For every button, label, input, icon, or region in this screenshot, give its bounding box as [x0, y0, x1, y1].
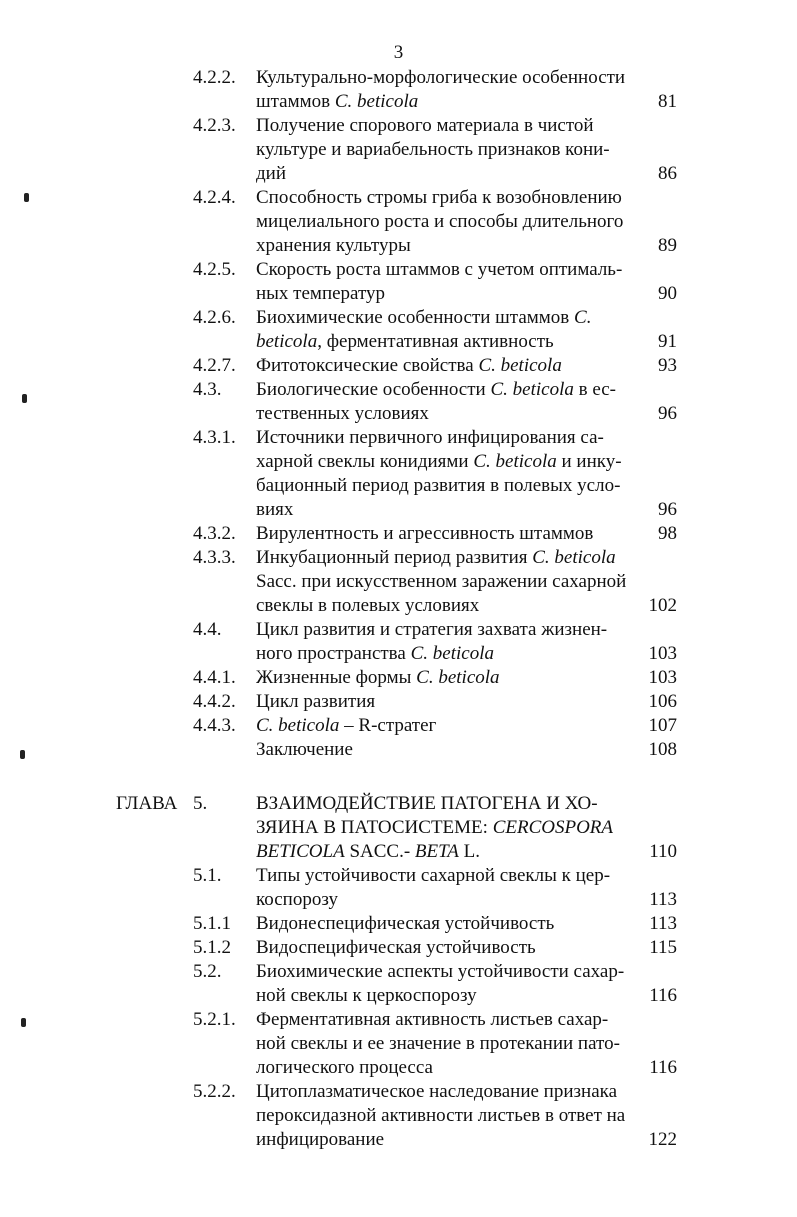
- entry-title-line: логического процесса: [256, 1057, 433, 1078]
- entry-title-line: Биохимические особенности штаммов C.: [256, 307, 592, 328]
- entry-number: 5.1.1: [193, 913, 231, 934]
- entry-title-line: ЗЯИНА В ПАТОСИСТЕМЕ: CERCOSPORA: [256, 817, 614, 838]
- toc-entry: [0, 378, 797, 426]
- entry-title: [256, 522, 628, 546]
- entry-title: [256, 1080, 628, 1152]
- table-of-contents: [0, 66, 797, 1152]
- entry-number: 4.4.: [193, 619, 222, 640]
- toc-entry: [0, 114, 797, 186]
- entry-title-line: Фитотоксические свойства C. beticola: [256, 355, 562, 376]
- entry-page: 91: [658, 331, 677, 352]
- chapter-label: ГЛАВА: [116, 793, 178, 814]
- entry-title-line: Заключение: [256, 739, 353, 760]
- entry-title: [256, 114, 628, 186]
- entry-title: [256, 666, 628, 690]
- entry-number: 5.2.1.: [193, 1009, 236, 1030]
- entry-title-line: Цикл развития и стратегия захвата жизнен-: [256, 619, 608, 640]
- entry-title-line: ной свеклы и ее значение в протекании пато-: [256, 1033, 620, 1054]
- entry-number: 5.2.2.: [193, 1081, 236, 1102]
- entry-title: [256, 618, 628, 666]
- entry-title-line: Получение спорового материала в чистой: [256, 115, 594, 136]
- entry-page: 110: [649, 841, 677, 862]
- toc-entry: [0, 666, 797, 690]
- entry-title-line: Биохимические аспекты устойчивости сахар-: [256, 961, 625, 982]
- entry-title: [256, 738, 628, 762]
- entry-title-line: хранения культуры: [256, 235, 411, 256]
- entry-number: 4.4.2.: [193, 691, 236, 712]
- entry-title-line: бационный период развития в полевых усло-: [256, 475, 621, 496]
- entry-title-line: мицелиального роста и способы длительного: [256, 211, 624, 232]
- entry-title-line: Видоспецифическая устойчивость: [256, 937, 536, 958]
- entry-number: 5.1.2: [193, 937, 231, 958]
- entry-title-line: свеклы в полевых условиях: [256, 595, 480, 616]
- entry-title-line: Жизненные формы C. beticola: [256, 667, 500, 688]
- entry-page: 113: [649, 889, 677, 910]
- entry-title-line: Типы устойчивости сахарной свеклы к цер-: [256, 865, 611, 886]
- entry-title-line: коспорозу: [256, 889, 338, 910]
- entry-number: 5.1.: [193, 865, 222, 886]
- toc-entry: [0, 912, 797, 936]
- entry-page: 103: [648, 667, 677, 688]
- toc-entry: [0, 1080, 797, 1152]
- entry-title-line: ной свеклы к церкоспорозу: [256, 985, 477, 1006]
- entry-page: 115: [649, 937, 677, 958]
- toc-entry: [0, 306, 797, 354]
- entry-title-line: дий: [256, 163, 287, 184]
- entry-title: [256, 186, 628, 258]
- entry-title-line: виях: [256, 499, 294, 520]
- toc-entry: [0, 426, 797, 522]
- entry-number: 4.2.7.: [193, 355, 236, 376]
- entry-number: 4.4.1.: [193, 667, 236, 688]
- entry-title-line: Цикл развития: [256, 691, 376, 712]
- entry-number: 4.4.3.: [193, 715, 236, 736]
- scan-mark: [24, 193, 29, 202]
- entry-title: [256, 354, 628, 378]
- toc-entry: [0, 936, 797, 960]
- scan-mark: [20, 750, 25, 759]
- entry-page: 96: [658, 499, 677, 520]
- entry-title-line: Sacc. при искусственном заражении сахарной: [256, 571, 627, 592]
- entry-page: 108: [648, 739, 677, 760]
- entry-title: [256, 1008, 628, 1080]
- entry-title-line: инфицирование: [256, 1129, 385, 1150]
- toc-entry: [0, 186, 797, 258]
- entry-title: [256, 714, 628, 738]
- entry-page: 86: [658, 163, 677, 184]
- entry-title: [256, 792, 628, 864]
- entry-page: 89: [658, 235, 677, 256]
- entry-page: 116: [649, 985, 677, 1006]
- toc-entry: [0, 66, 797, 114]
- entry-title-line: Культурально-морфологические особенности: [256, 67, 626, 88]
- entry-title-line: Инкубационный период развития C. beticola: [256, 547, 616, 568]
- entry-title-line: штаммов C. beticola: [256, 91, 419, 112]
- page-number: 3: [393, 42, 404, 63]
- entry-title-line: ВЗАИМОДЕЙСТВИЕ ПАТОГЕНА И ХО-: [256, 793, 598, 814]
- entry-page: 90: [658, 283, 677, 304]
- entry-page: 122: [648, 1129, 677, 1150]
- entry-title-line: Ферментативная активность листьев сахар-: [256, 1009, 609, 1030]
- entry-title: [256, 426, 628, 522]
- entry-number: 4.2.2.: [193, 67, 236, 88]
- scan-mark: [22, 394, 27, 403]
- entry-number: 4.3.: [193, 379, 222, 400]
- entry-title-line: тественных условиях: [256, 403, 429, 424]
- entry-number: 4.2.5.: [193, 259, 236, 280]
- entry-number: 4.3.1.: [193, 427, 236, 448]
- toc-entry: [0, 864, 797, 912]
- entry-page: 103: [648, 643, 677, 664]
- entry-title-line: Способность стромы гриба к возобновлению: [256, 187, 622, 208]
- entry-title-line: Скорость роста штаммов с учетом оптималь-: [256, 259, 623, 280]
- entry-title-line: пероксидазной активности листьев в ответ на: [256, 1105, 626, 1126]
- entry-number: 4.2.4.: [193, 187, 236, 208]
- entry-title: [256, 912, 628, 936]
- entry-title-line: beticola, ферментативная активность: [256, 331, 554, 352]
- entry-title-line: C. beticola – R-стратег: [256, 715, 437, 736]
- entry-title: [256, 690, 628, 714]
- toc-entry: [0, 690, 797, 714]
- toc-entry: [0, 960, 797, 1008]
- entry-page: 106: [648, 691, 677, 712]
- entry-title: [256, 936, 628, 960]
- entry-number: 4.2.6.: [193, 307, 236, 328]
- entry-page: 81: [658, 91, 677, 112]
- entry-title: [256, 378, 628, 426]
- entry-title-line: ных температур: [256, 283, 386, 304]
- entry-title-line: Цитоплазматическое наследование признака: [256, 1081, 617, 1102]
- entry-title: [256, 546, 628, 618]
- toc-entry: [0, 738, 797, 762]
- entry-title-line: ного пространства C. beticola: [256, 643, 494, 664]
- scan-mark: [21, 1018, 26, 1027]
- toc-entry: [0, 546, 797, 618]
- entry-page: 102: [648, 595, 677, 616]
- toc-entry: [0, 714, 797, 738]
- entry-number: 5.: [193, 793, 208, 814]
- entry-title: [256, 66, 628, 114]
- entry-number: 4.3.2.: [193, 523, 236, 544]
- toc-entry: [0, 618, 797, 666]
- entry-title: [256, 306, 628, 354]
- entry-title: [256, 258, 628, 306]
- entry-page: 93: [658, 355, 677, 376]
- chapter-entry: [0, 792, 797, 864]
- entry-number: 4.2.3.: [193, 115, 236, 136]
- entry-title: [256, 960, 628, 1008]
- entry-page: 116: [649, 1057, 677, 1078]
- entry-title: [256, 864, 628, 912]
- entry-title-line: Источники первичного инфицирования са-: [256, 427, 604, 448]
- entry-title-line: BETICOLA SACC.- BETA L.: [256, 841, 480, 862]
- entry-page: 113: [649, 913, 677, 934]
- toc-entry: [0, 354, 797, 378]
- entry-title-line: Видонеспецифическая устойчивость: [256, 913, 555, 934]
- toc-entry: [0, 258, 797, 306]
- entry-title-line: Вирулентность и агрессивность штаммов: [256, 523, 594, 544]
- entry-page: 96: [658, 403, 677, 424]
- entry-title-line: Биологические особенности C. beticola в ес-: [256, 379, 616, 400]
- entry-page: 107: [648, 715, 677, 736]
- entry-number: 5.2.: [193, 961, 222, 982]
- toc-entry: [0, 522, 797, 546]
- entry-title-line: культуре и вариабельность признаков кони-: [256, 139, 610, 160]
- entry-number: 4.3.3.: [193, 547, 236, 568]
- entry-page: 98: [658, 523, 677, 544]
- toc-entry: [0, 1008, 797, 1080]
- entry-title-line: харной свеклы конидиями C. beticola и инку-: [256, 451, 622, 472]
